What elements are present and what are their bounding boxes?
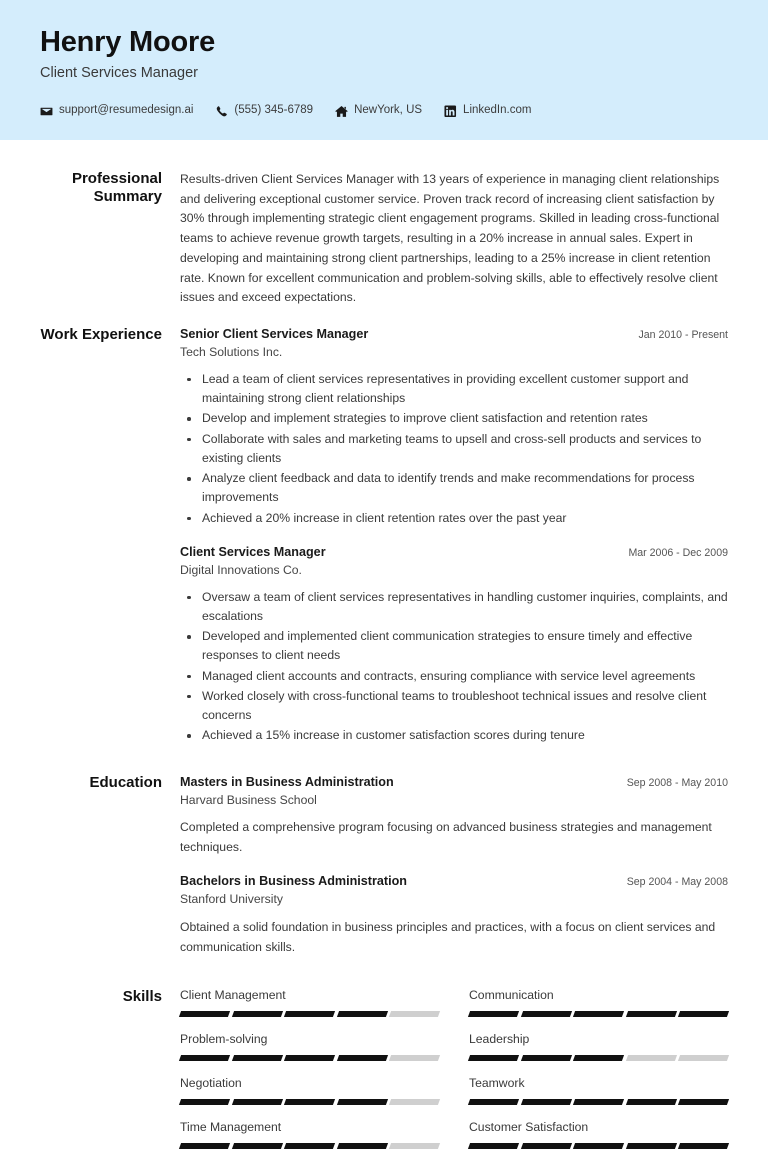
skill-name: Customer Satisfaction bbox=[469, 1119, 589, 1134]
skill-level-segment bbox=[337, 1143, 388, 1149]
skill-level-segment bbox=[626, 1143, 677, 1149]
skill-item bbox=[469, 1032, 728, 1076]
phone-icon bbox=[215, 105, 228, 118]
list-item: Achieved a 20% increase in client retention rates over the past year bbox=[180, 509, 728, 528]
experience-entry bbox=[180, 326, 728, 528]
candidate-name: Henry Moore bbox=[40, 26, 216, 58]
skill-level-segment bbox=[626, 1099, 677, 1105]
list-item: Developed and implemented client communication strategies to ensure timely and effective responses to client needs bbox=[180, 627, 728, 666]
skill-level-bar bbox=[180, 1099, 439, 1105]
skill-level-segment bbox=[468, 1055, 519, 1061]
experience-date: Mar 2006 - Dec 2009 bbox=[628, 546, 728, 559]
contact-row bbox=[40, 105, 728, 118]
section-professional-summary bbox=[40, 140, 728, 308]
skill-item bbox=[469, 988, 728, 1032]
skill-level-segment bbox=[626, 1055, 677, 1061]
skill-name: Client Management bbox=[180, 988, 286, 1003]
skill-item bbox=[180, 1076, 439, 1120]
section-education bbox=[40, 748, 728, 959]
skill-level-segment bbox=[284, 1011, 335, 1017]
contact-location[interactable] bbox=[335, 105, 422, 118]
contact-email-text: support@resumedesign.ai bbox=[59, 104, 194, 117]
education-entry bbox=[180, 774, 728, 858]
skill-level-segment bbox=[232, 1143, 283, 1149]
skill-level-segment bbox=[179, 1011, 230, 1017]
list-item: Oversaw a team of client services representatives in handling customer inquiries, complaints, and escalations bbox=[180, 588, 728, 627]
skill-level-segment bbox=[179, 1055, 230, 1061]
skill-level-segment bbox=[573, 1099, 624, 1105]
skill-level-segment bbox=[521, 1143, 572, 1149]
summary-text: Results-driven Client Services Manager with 13 years of experience in managing client relationships and delivering exceptional customer service. Proven track record of increasing client satisfaction by 30% through implementing strategic client engagement programs. Skilled in leading cross-functional teams to achieve revenue growth targets, resulting in a 20% increase in annual sales. Expert in developing and maintaining strong client partnerships, leading to a 25% increase in client retention rate. Known for excellent communication and problem-solving skills, able to effectively resolve client issues and exceed expectations. bbox=[180, 171, 720, 305]
education-body bbox=[180, 774, 728, 959]
contact-email[interactable] bbox=[40, 105, 193, 118]
contact-location-text: NewYork, US bbox=[354, 104, 423, 117]
education-degree: Masters in Business Administration bbox=[180, 774, 394, 789]
skill-level-segment bbox=[284, 1055, 335, 1061]
contact-linkedin-text: LinkedIn.com bbox=[463, 104, 532, 117]
education-degree: Bachelors in Business Administration bbox=[180, 874, 407, 889]
list-item: Analyze client feedback and data to identify trends and make recommendations for process improvements bbox=[180, 469, 728, 508]
education-description: Obtained a solid foundation in business principles and practices, with a focus on client services and communication skills. bbox=[180, 920, 716, 954]
skill-level-bar bbox=[469, 1099, 728, 1105]
skill-level-segment bbox=[521, 1011, 572, 1017]
skill-level-segment bbox=[573, 1143, 624, 1149]
education-date: Sep 2004 - May 2008 bbox=[626, 876, 728, 889]
skill-item bbox=[469, 1076, 728, 1120]
list-item: Worked closely with cross-functional teams to troubleshoot technical issues and resolve client concerns bbox=[180, 687, 728, 726]
experience-title: Client Services Manager bbox=[180, 544, 326, 559]
skill-item bbox=[180, 988, 439, 1032]
skill-name: Negotiation bbox=[180, 1075, 242, 1090]
education-entry-head bbox=[180, 873, 728, 890]
experience-bullets bbox=[180, 370, 728, 528]
skill-level-segment bbox=[389, 1055, 440, 1061]
section-label-work-experience: Work Experience bbox=[40, 326, 162, 344]
skill-level-segment bbox=[389, 1143, 440, 1149]
contact-linkedin[interactable] bbox=[444, 105, 531, 118]
list-item: Managed client accounts and contracts, ensuring compliance with service level agreements bbox=[180, 667, 728, 686]
skill-level-segment bbox=[337, 1099, 388, 1105]
skill-level-segment bbox=[573, 1011, 624, 1017]
skill-item bbox=[469, 1120, 728, 1164]
experience-entry-head bbox=[180, 544, 728, 561]
linkedin-icon bbox=[444, 105, 457, 118]
skill-level-segment bbox=[284, 1099, 335, 1105]
skills-grid bbox=[180, 988, 728, 1163]
resume-header bbox=[0, 0, 768, 140]
summary-body bbox=[180, 170, 728, 308]
skill-level-segment bbox=[468, 1011, 519, 1017]
education-entry-head bbox=[180, 774, 728, 791]
contact-phone[interactable] bbox=[215, 105, 313, 118]
skill-level-segment bbox=[678, 1143, 729, 1149]
list-item: Develop and implement strategies to improve client satisfaction and retention rates bbox=[180, 409, 728, 428]
section-work-experience bbox=[40, 308, 728, 748]
skill-level-segment bbox=[337, 1055, 388, 1061]
skill-level-segment bbox=[179, 1143, 230, 1149]
skill-name: Time Management bbox=[180, 1119, 282, 1134]
skill-name: Communication bbox=[469, 988, 554, 1003]
skill-level-segment bbox=[284, 1143, 335, 1149]
skill-level-segment bbox=[389, 1099, 440, 1105]
skill-level-bar bbox=[180, 1011, 439, 1017]
experience-title: Senior Client Services Manager bbox=[180, 327, 369, 342]
skill-level-segment bbox=[521, 1099, 572, 1105]
skill-level-segment bbox=[468, 1143, 519, 1149]
section-skills bbox=[40, 959, 728, 1163]
resume-content bbox=[0, 140, 768, 1164]
skill-level-segment bbox=[521, 1055, 572, 1061]
experience-entry-head bbox=[180, 326, 728, 343]
skill-level-segment bbox=[232, 1011, 283, 1017]
education-date: Sep 2008 - May 2010 bbox=[626, 776, 728, 789]
section-label-skills: Skills bbox=[122, 988, 162, 1006]
skill-level-segment bbox=[573, 1055, 624, 1061]
skill-name: Teamwork bbox=[469, 1075, 525, 1090]
experience-entry bbox=[180, 544, 728, 746]
skill-level-segment bbox=[232, 1099, 283, 1105]
skill-level-bar bbox=[469, 1055, 728, 1061]
skill-name: Leadership bbox=[469, 1032, 530, 1047]
skill-level-bar bbox=[469, 1011, 728, 1017]
contact-phone-text: (555) 345-6789 bbox=[234, 104, 314, 117]
skill-item bbox=[180, 1032, 439, 1076]
candidate-job-title: Client Services Manager bbox=[40, 65, 198, 82]
skill-level-segment bbox=[678, 1055, 729, 1061]
section-label-summary: Professional Summary bbox=[71, 169, 162, 206]
skill-name: Problem-solving bbox=[180, 1032, 268, 1047]
education-institution: Harvard Business School bbox=[180, 792, 317, 807]
experience-organization: Tech Solutions Inc. bbox=[180, 345, 283, 360]
skill-level-bar bbox=[180, 1055, 439, 1061]
section-label-education: Education bbox=[89, 773, 162, 791]
experience-date: Jan 2010 - Present bbox=[638, 329, 728, 342]
skill-level-segment bbox=[337, 1011, 388, 1017]
education-description: Completed a comprehensive program focusing on advanced business strategies and management techniques. bbox=[180, 820, 712, 854]
list-item: Lead a team of client services representatives in providing excellent customer support and maintaining strong client relationships bbox=[180, 370, 728, 409]
skill-level-bar bbox=[469, 1143, 728, 1149]
education-entry bbox=[180, 873, 728, 957]
experience-body bbox=[180, 326, 728, 748]
skill-level-segment bbox=[468, 1099, 519, 1105]
skill-level-segment bbox=[678, 1099, 729, 1105]
skill-item bbox=[180, 1120, 439, 1164]
skill-level-bar bbox=[180, 1143, 439, 1149]
list-item: Achieved a 15% increase in customer satisfaction scores during tenure bbox=[180, 726, 728, 745]
skill-level-segment bbox=[626, 1011, 677, 1017]
list-item: Collaborate with sales and marketing teams to upsell and cross-sell products and services to existing clients bbox=[180, 430, 728, 469]
home-icon bbox=[335, 105, 348, 118]
skill-level-segment bbox=[389, 1011, 440, 1017]
experience-bullets bbox=[180, 588, 728, 746]
envelope-icon bbox=[40, 105, 53, 118]
skill-level-segment bbox=[678, 1011, 729, 1017]
skill-level-segment bbox=[232, 1055, 283, 1061]
experience-organization: Digital Innovations Co. bbox=[180, 562, 302, 577]
education-institution: Stanford University bbox=[180, 892, 283, 907]
skill-level-segment bbox=[179, 1099, 230, 1105]
skills-body bbox=[180, 988, 728, 1163]
